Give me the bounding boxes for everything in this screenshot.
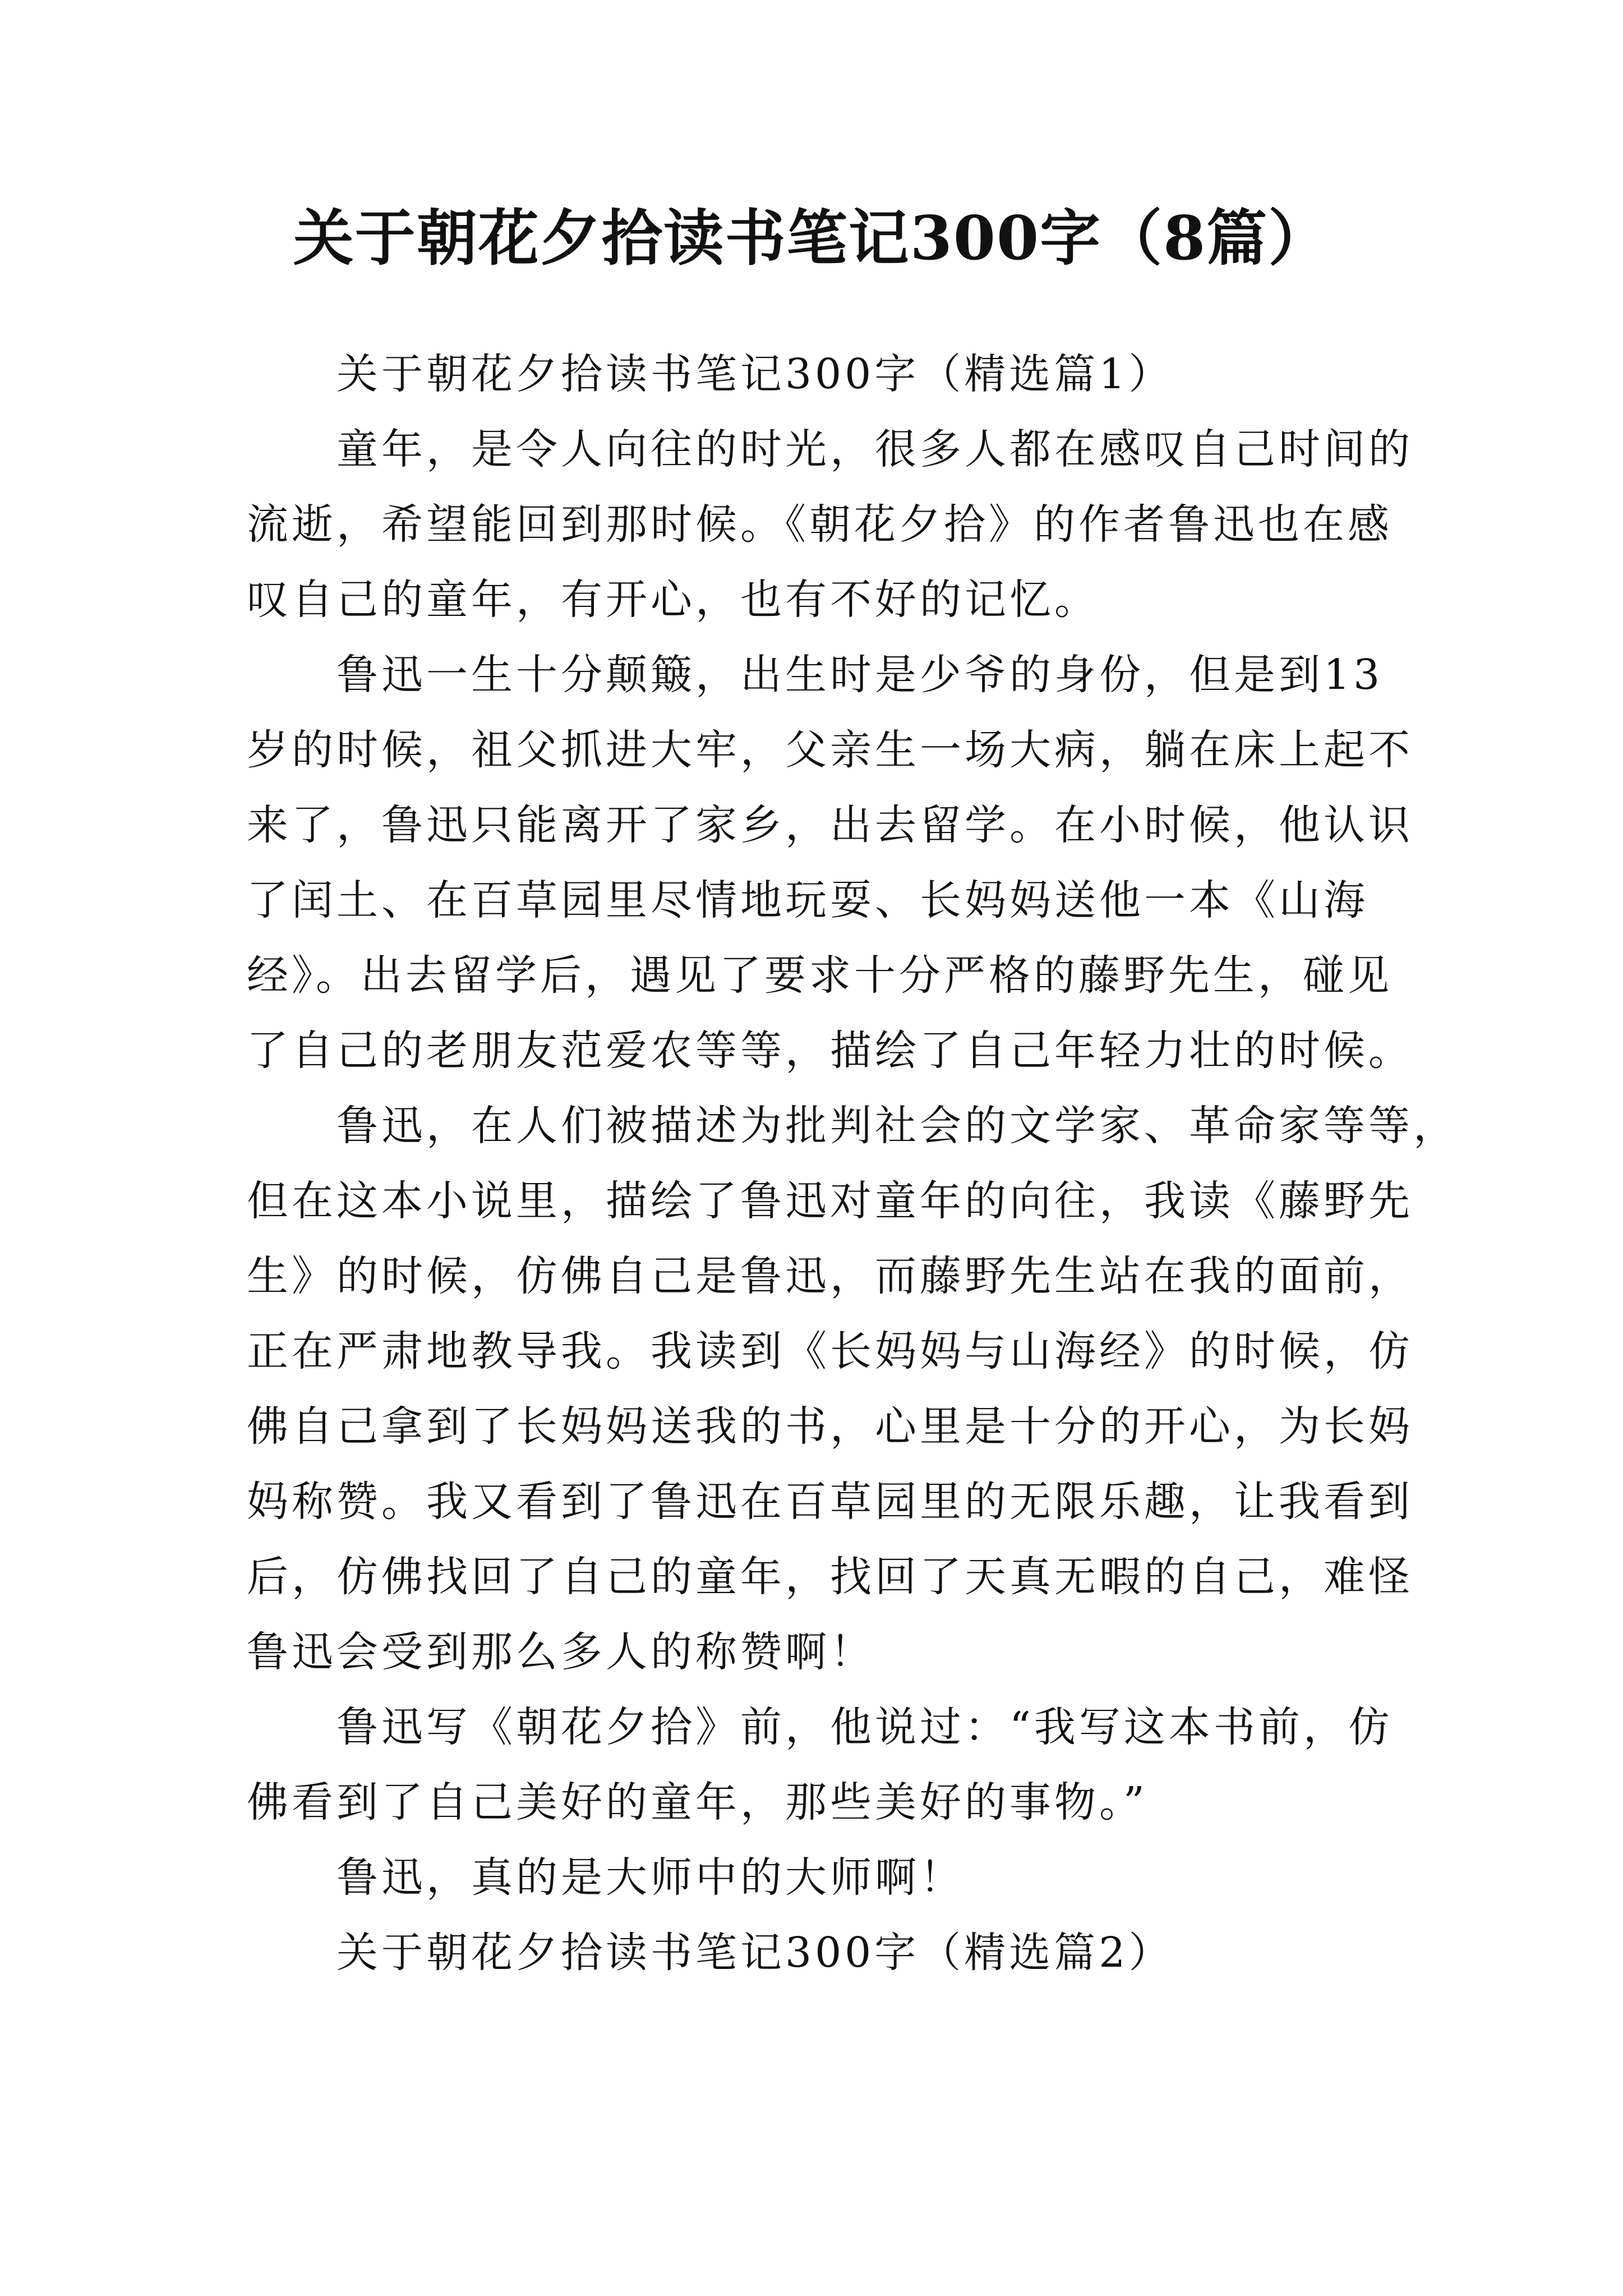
paragraph-line: 童年，是令人向往的时光，很多人都在感叹自己时间的	[336, 425, 1413, 473]
paragraph-line: 来了，鲁迅只能离开了家乡，出去留学。在小时候，他认识	[247, 801, 1413, 849]
paragraph-line: 鲁迅，在人们被描述为批判社会的文学家、革命家等等，	[336, 1102, 1458, 1150]
section-heading: 关于朝花夕拾读书笔记300字（精选篇2）	[336, 1929, 1174, 1977]
document-title: 关于朝花夕拾读书笔记300字（8篇）	[293, 203, 1330, 274]
paragraph-line: 鲁迅写《朝花夕拾》前，他说过：“我写这本书前，仿	[336, 1703, 1393, 1751]
section-heading: 关于朝花夕拾读书笔记300字（精选篇1）	[336, 350, 1174, 398]
paragraph-line: 叹自己的童年，有开心，也有不好的记忆。	[247, 576, 1099, 624]
paragraph-line: 鲁迅一生十分颠簸，出生时是少爷的身份，但是到13	[336, 651, 1384, 699]
paragraph-line: 妈称赞。我又看到了鲁迅在百草园里的无限乐趣，让我看到	[247, 1478, 1413, 1526]
paragraph-line: 鲁迅，真的是大师中的大师啊！	[336, 1853, 965, 1902]
document-body	[247, 337, 1458, 1990]
paragraph-line: 经》。出去留学后，遇见了要求十分严格的藤野先生，碰见	[247, 951, 1393, 1000]
paragraph-line: 佛看到了自己美好的童年，那些美好的事物。”	[247, 1778, 1148, 1826]
paragraph-line: 了闰土、在百草园里尽情地玩耍、长妈妈送他一本《山海	[247, 876, 1368, 924]
paragraph-line: 后，仿佛找回了自己的童年，找回了天真无暇的自己，难怪	[247, 1553, 1413, 1601]
paragraph-line: 了自己的老朋友范爱农等等，描绘了自己年轻力壮的时候。	[247, 1027, 1413, 1075]
paragraph-line: 岁的时候，祖父抓进大牢，父亲生一场大病，躺在床上起不	[247, 726, 1413, 774]
paragraph-line: 正在严肃地教导我。我读到《长妈妈与山海经》的时候，仿	[247, 1327, 1413, 1375]
paragraph-line: 佛自己拿到了长妈妈送我的书，心里是十分的开心，为长妈	[247, 1402, 1413, 1451]
paragraph-line: 流逝，希望能回到那时候。《朝花夕拾》的作者鲁迅也在感	[247, 500, 1393, 549]
paragraph-line: 鲁迅会受到那么多人的称赞啊！	[247, 1628, 875, 1676]
paragraph-line: 但在这本小说里，描绘了鲁迅对童年的向往，我读《藤野先	[247, 1177, 1413, 1225]
paragraph-line: 生》的时候，仿佛自己是鲁迅，而藤野先生站在我的面前，	[247, 1252, 1413, 1300]
